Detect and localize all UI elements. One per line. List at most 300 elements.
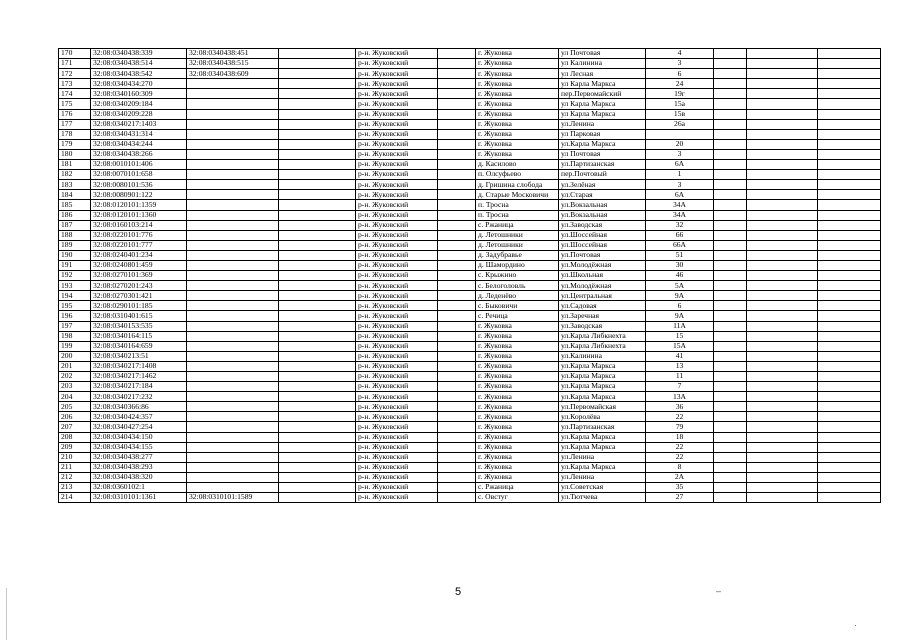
row-number-cell: 187 [59, 220, 91, 230]
street-cell: ул.Ленина [559, 119, 646, 129]
house-number-cell [646, 129, 714, 139]
district-cell: р-н. Жуковский [356, 472, 438, 482]
empty-cell-cell [818, 412, 881, 422]
empty-cell-cell [747, 321, 818, 331]
empty-cell-cell [714, 483, 747, 493]
district-cell: р-н. Жуковский [356, 392, 438, 402]
table-row [59, 240, 881, 250]
related-cadastral-number-cell [187, 442, 279, 452]
empty-cell-cell [818, 472, 881, 482]
empty-cell-cell [438, 260, 476, 270]
house-number-cell: 15а [646, 99, 714, 109]
empty-cell-cell [279, 291, 356, 301]
district-cell: р-н. Жуковский [356, 180, 438, 190]
district-cell: р-н. Жуковский [356, 493, 438, 503]
empty-cell-cell [818, 351, 881, 361]
street-cell: ул.Вокзальная [559, 200, 646, 210]
district-cell: р-н. Жуковский [356, 361, 438, 371]
house-number-cell: 5А [646, 281, 714, 291]
row-number-cell: 200 [59, 351, 91, 361]
empty-cell-cell [818, 301, 881, 311]
settlement-cell: г. Жуковка [476, 422, 559, 432]
house-number-cell: 26а [646, 119, 714, 129]
district-cell: р-н. Жуковский [356, 351, 438, 361]
empty-cell-cell [279, 412, 356, 422]
cadastral-number-cell: 32:08:0340209:228 [91, 109, 187, 119]
table-row [59, 99, 881, 109]
empty-cell-cell [747, 301, 818, 311]
settlement-cell: с. Быковичи [476, 301, 559, 311]
empty-cell-cell [279, 392, 356, 402]
empty-cell-cell [747, 99, 818, 109]
street-cell: ул.Молодёжная [559, 281, 646, 291]
empty-cell-cell [714, 351, 747, 361]
empty-cell-cell [714, 452, 747, 462]
district-cell: р-н. Жуковский [356, 483, 438, 493]
house-number-cell: 36 [646, 402, 714, 412]
house-number-cell: 34А [646, 210, 714, 220]
cadastral-number-cell: 32:08:0080901:122 [91, 190, 187, 200]
related-cadastral-number-cell [187, 160, 279, 170]
empty-cell-cell [279, 361, 356, 371]
cadastral-number-cell: 32:08:0310401:615 [91, 311, 187, 321]
empty-cell-cell [747, 59, 818, 69]
cadastral-number-cell: 32:08:0340434:155 [91, 442, 187, 452]
street-cell: ул Карла Маркса [559, 109, 646, 119]
empty-cell-cell [279, 210, 356, 220]
district-cell: р-н. Жуковский [356, 149, 438, 159]
street-cell: ул.Шоссейная [559, 230, 646, 240]
empty-cell-cell [818, 372, 881, 382]
street-cell: ул.Партизанская [559, 160, 646, 170]
empty-cell-cell [438, 271, 476, 281]
empty-cell-cell [747, 49, 818, 59]
district-cell: р-н. Жуковский [356, 89, 438, 99]
settlement-cell: д. Касилово [476, 160, 559, 170]
cadastral-number-cell: 32:08:0340160:309 [91, 89, 187, 99]
table-row [59, 452, 881, 462]
empty-cell-cell [279, 271, 356, 281]
empty-cell-cell [279, 59, 356, 69]
district-cell: р-н. Жуковский [356, 230, 438, 240]
house-number-cell: 22 [646, 442, 714, 452]
table-row [59, 59, 881, 69]
empty-cell-cell [714, 109, 747, 119]
street-cell: ул.Карла Маркса [559, 361, 646, 371]
street-cell: ул Почтовая [559, 149, 646, 159]
settlement-cell: г. Жуковка [476, 472, 559, 482]
related-cadastral-number-cell [187, 99, 279, 109]
street-cell: ул.Карла Маркса [559, 432, 646, 442]
house-number-cell: 66 [646, 230, 714, 240]
settlement-cell: г. Жуковка [476, 432, 559, 442]
house-number-cell: 3 [646, 149, 714, 159]
house-number-cell: 11 [646, 372, 714, 382]
related-cadastral-number-cell [187, 240, 279, 250]
empty-cell-cell [747, 250, 818, 260]
house-number-cell: 15А [646, 341, 714, 351]
related-cadastral-number-cell [187, 230, 279, 240]
empty-cell-cell [747, 452, 818, 462]
district-cell: р-н. Жуковский [356, 402, 438, 412]
empty-cell-cell [279, 452, 356, 462]
empty-cell-cell [818, 230, 881, 240]
related-cadastral-number-cell [187, 139, 279, 149]
empty-cell-cell [714, 69, 747, 79]
empty-cell-cell [818, 99, 881, 109]
empty-cell-cell [438, 452, 476, 462]
empty-cell-cell [818, 483, 881, 493]
table-row [59, 200, 881, 210]
empty-cell-cell [438, 139, 476, 149]
row-number-cell: 173 [59, 79, 91, 89]
house-number-cell: 13А [646, 392, 714, 402]
settlement-cell: г. Жуковка [476, 119, 559, 129]
empty-cell-cell [279, 89, 356, 99]
row-number-cell: 177 [59, 119, 91, 129]
empty-cell-cell [818, 281, 881, 291]
empty-cell-cell [279, 180, 356, 190]
empty-cell-cell [747, 472, 818, 482]
empty-cell-cell [714, 129, 747, 139]
empty-cell-cell [438, 341, 476, 351]
empty-cell-cell [818, 311, 881, 321]
empty-cell-cell [818, 260, 881, 270]
empty-cell-cell [747, 493, 818, 503]
row-number-cell: 202 [59, 372, 91, 382]
district-cell: р-н. Жуковский [356, 271, 438, 281]
street-cell: ул.Старая [559, 190, 646, 200]
empty-cell-cell [279, 149, 356, 159]
row-number-cell: 193 [59, 281, 91, 291]
empty-cell-cell [714, 412, 747, 422]
table-row [59, 291, 881, 301]
cadastral-number-cell: 32:08:0220101:776 [91, 230, 187, 240]
empty-cell-cell [438, 412, 476, 422]
row-number-cell: 183 [59, 180, 91, 190]
row-number-cell: 192 [59, 271, 91, 281]
empty-cell-cell [438, 49, 476, 59]
row-number-cell: 197 [59, 321, 91, 331]
empty-cell-cell [279, 402, 356, 412]
row-number-cell: 170 [59, 49, 91, 59]
settlement-cell: д. Задубравье [476, 250, 559, 260]
related-cadastral-number-cell [187, 301, 279, 311]
empty-cell-cell [438, 402, 476, 412]
cadastral-number-cell: 32:08:0340217:184 [91, 382, 187, 392]
empty-cell-cell [279, 230, 356, 240]
cadastral-number-cell: 32:08:0120101:1359 [91, 200, 187, 210]
table-row [59, 170, 881, 180]
empty-cell-cell [747, 129, 818, 139]
house-number-cell: 9А [646, 311, 714, 321]
related-cadastral-number-cell [187, 341, 279, 351]
empty-cell-cell [438, 240, 476, 250]
street-cell: ул Карла Маркса [559, 79, 646, 89]
table-row [59, 260, 881, 270]
row-number-cell: 190 [59, 250, 91, 260]
related-cadastral-number-cell [187, 422, 279, 432]
table-row [59, 49, 881, 59]
district-cell: р-н. Жуковский [356, 462, 438, 472]
house-number-cell: 22 [646, 412, 714, 422]
row-number-cell: 185 [59, 200, 91, 210]
empty-cell-cell [279, 250, 356, 260]
row-number-cell: 208 [59, 432, 91, 442]
empty-cell-cell [438, 180, 476, 190]
empty-cell-cell [714, 200, 747, 210]
cadastral-number-cell: 32:08:0270201:243 [91, 281, 187, 291]
empty-cell-cell [714, 382, 747, 392]
settlement-cell: д. Летошники [476, 240, 559, 250]
cadastral-number-cell: 32:08:0340438:339 [91, 49, 187, 59]
scan-mark: · [854, 620, 857, 630]
district-cell: р-н. Жуковский [356, 372, 438, 382]
row-number-cell: 189 [59, 240, 91, 250]
empty-cell-cell [818, 190, 881, 200]
settlement-cell: с. Речица [476, 311, 559, 321]
related-cadastral-number-cell [187, 89, 279, 99]
related-cadastral-number-cell [187, 281, 279, 291]
settlement-cell: г. Жуковка [476, 382, 559, 392]
table-row [59, 331, 881, 341]
house-number-cell: 27 [646, 493, 714, 503]
settlement-cell: г. Жуковка [476, 321, 559, 331]
settlement-cell: г. Жуковка [476, 462, 559, 472]
empty-cell-cell [714, 99, 747, 109]
settlement-cell: с. Ржаница [476, 220, 559, 230]
empty-cell-cell [438, 99, 476, 109]
district-cell: р-н. Жуковский [356, 281, 438, 291]
empty-cell-cell [747, 271, 818, 281]
related-cadastral-number-cell [187, 79, 279, 89]
empty-cell-cell [818, 180, 881, 190]
empty-cell-cell [714, 341, 747, 351]
row-number-cell: 196 [59, 311, 91, 321]
house-number-cell: 4 [646, 49, 714, 59]
empty-cell-cell [818, 392, 881, 402]
settlement-cell: с. Овстуг [476, 493, 559, 503]
district-cell: р-н. Жуковский [356, 119, 438, 129]
empty-cell-cell [438, 79, 476, 89]
empty-cell-cell [818, 442, 881, 452]
row-number-cell: 181 [59, 160, 91, 170]
empty-cell-cell [747, 69, 818, 79]
empty-cell-cell [714, 291, 747, 301]
row-number-cell: 209 [59, 442, 91, 452]
empty-cell-cell [747, 89, 818, 99]
house-number-cell: 6А [646, 160, 714, 170]
house-number-cell: 34А [646, 200, 714, 210]
empty-cell-cell [747, 331, 818, 341]
row-number-cell: 180 [59, 149, 91, 159]
settlement-cell: д. Летошники [476, 230, 559, 240]
related-cadastral-number-cell [187, 190, 279, 200]
empty-cell-cell [714, 472, 747, 482]
cadastral-number-cell: 32:08:0270301:421 [91, 291, 187, 301]
empty-cell-cell [818, 291, 881, 301]
related-cadastral-number-cell [187, 472, 279, 482]
related-cadastral-number-cell: 32:08:0340438:451 [187, 49, 279, 59]
empty-cell-cell [714, 180, 747, 190]
empty-cell-cell [714, 361, 747, 371]
table-row [59, 129, 881, 139]
cadastral-number-cell: 32:08:0340438:514 [91, 59, 187, 69]
empty-cell-cell [714, 331, 747, 341]
empty-cell-cell [438, 160, 476, 170]
empty-cell-cell [747, 119, 818, 129]
related-cadastral-number-cell [187, 210, 279, 220]
empty-cell-cell [747, 341, 818, 351]
empty-cell-cell [279, 372, 356, 382]
empty-cell-cell [279, 331, 356, 341]
settlement-cell: г. Жуковка [476, 89, 559, 99]
cadastral-number-cell: 32:08:0220101:777 [91, 240, 187, 250]
empty-cell-cell [747, 462, 818, 472]
street-cell: ул.Школьная [559, 271, 646, 281]
cadastral-number-cell: 32:08:0270101:369 [91, 271, 187, 281]
house-number-cell: 6А [646, 190, 714, 200]
street-cell: ул Почтовая [559, 49, 646, 59]
row-number-cell: 172 [59, 69, 91, 79]
empty-cell-cell [714, 442, 747, 452]
empty-cell-cell [714, 271, 747, 281]
row-number-cell: 171 [59, 59, 91, 69]
settlement-cell: д. Гришина слобода [476, 180, 559, 190]
house-number-cell: 7 [646, 382, 714, 392]
table-row [59, 382, 881, 392]
table-row [59, 412, 881, 422]
cadastral-number-cell: 32:08:0340213:51 [91, 351, 187, 361]
house-number-cell: 1 [646, 170, 714, 180]
empty-cell-cell [714, 170, 747, 180]
row-number-cell: 182 [59, 170, 91, 180]
empty-cell-cell [747, 260, 818, 270]
empty-cell-cell [438, 200, 476, 210]
settlement-cell: г. Жуковка [476, 149, 559, 159]
district-cell: р-н. Жуковский [356, 200, 438, 210]
settlement-cell: д. Старые Московичи [476, 190, 559, 200]
street-cell: ул.Заводская [559, 321, 646, 331]
empty-cell-cell [279, 119, 356, 129]
empty-cell-cell [279, 240, 356, 250]
table-row [59, 271, 881, 281]
empty-cell-cell [438, 442, 476, 452]
empty-cell-cell [438, 432, 476, 442]
district-cell: р-н. Жуковский [356, 220, 438, 230]
settlement-cell: г. Жуковка [476, 99, 559, 109]
empty-cell-cell [818, 493, 881, 503]
settlement-cell: г. Жуковка [476, 49, 559, 59]
empty-cell-cell [818, 402, 881, 412]
table-row [59, 139, 881, 149]
empty-cell-cell [747, 291, 818, 301]
settlement-cell: п. Тросна [476, 200, 559, 210]
table-row [59, 230, 881, 240]
empty-cell-cell [714, 160, 747, 170]
empty-cell-cell [714, 462, 747, 472]
table-row [59, 281, 881, 291]
settlement-cell: г. Жуковка [476, 402, 559, 412]
cadastral-number-cell: 32:08:0010101:406 [91, 160, 187, 170]
house-number-cell: 35 [646, 483, 714, 493]
empty-cell-cell [438, 250, 476, 260]
table-row [59, 372, 881, 382]
cadastral-number-cell: 32:08:0240401:234 [91, 250, 187, 260]
cadastral-number-cell: 32:08:0340438:266 [91, 149, 187, 159]
empty-cell-cell [438, 472, 476, 482]
empty-cell-cell [747, 281, 818, 291]
table-row [59, 220, 881, 230]
settlement-cell: п. Тросна [476, 210, 559, 220]
cadastral-number-cell: 32:08:0080101:536 [91, 180, 187, 190]
row-number-cell: 213 [59, 483, 91, 493]
related-cadastral-number-cell [187, 462, 279, 472]
settlement-cell: г. Жуковка [476, 129, 559, 139]
row-number-cell: 188 [59, 230, 91, 240]
row-number-cell: 211 [59, 462, 91, 472]
empty-cell-cell [279, 200, 356, 210]
related-cadastral-number-cell [187, 331, 279, 341]
cadastral-number-cell: 32:08:0340434:270 [91, 79, 187, 89]
empty-cell-cell [279, 483, 356, 493]
row-number-cell: 207 [59, 422, 91, 432]
row-number-cell: 205 [59, 402, 91, 412]
empty-cell-cell [438, 170, 476, 180]
empty-cell-cell [438, 361, 476, 371]
house-number-cell: 66А [646, 240, 714, 250]
district-cell: р-н. Жуковский [356, 452, 438, 462]
empty-cell-cell [747, 311, 818, 321]
table-row [59, 402, 881, 412]
district-cell: р-н. Жуковский [356, 250, 438, 260]
empty-cell-cell [747, 483, 818, 493]
page-number: 5 [455, 586, 462, 598]
related-cadastral-number-cell: 32:08:0340438:609 [187, 69, 279, 79]
settlement-cell: г. Жуковка [476, 351, 559, 361]
empty-cell-cell [438, 301, 476, 311]
row-number-cell: 179 [59, 139, 91, 149]
empty-cell-cell [747, 240, 818, 250]
empty-cell-cell [714, 220, 747, 230]
empty-cell-cell [714, 250, 747, 260]
empty-cell-cell [747, 210, 818, 220]
empty-cell-cell [714, 139, 747, 149]
house-number-cell: 8 [646, 462, 714, 472]
street-cell: ул.Карла Маркса [559, 392, 646, 402]
settlement-cell: г. Жуковка [476, 361, 559, 371]
row-number-cell: 174 [59, 89, 91, 99]
related-cadastral-number-cell [187, 109, 279, 119]
district-cell: р-н. Жуковский [356, 422, 438, 432]
street-cell: ул.Вокзальная [559, 210, 646, 220]
house-number-cell: 79 [646, 422, 714, 432]
table-row [59, 341, 881, 351]
house-number-cell: 46 [646, 271, 714, 281]
row-number-cell: 184 [59, 190, 91, 200]
house-number-cell: 2А [646, 472, 714, 482]
table-row [59, 160, 881, 170]
empty-cell-cell [438, 351, 476, 361]
settlement-cell: с. Ржаница [476, 483, 559, 493]
street-cell: ул.Карла Либкнехта [559, 341, 646, 351]
settlement-cell: с. Белоголовль [476, 281, 559, 291]
empty-cell-cell [714, 230, 747, 240]
empty-cell-cell [714, 372, 747, 382]
empty-cell-cell [818, 321, 881, 331]
table-row [59, 190, 881, 200]
table-row [59, 149, 881, 159]
